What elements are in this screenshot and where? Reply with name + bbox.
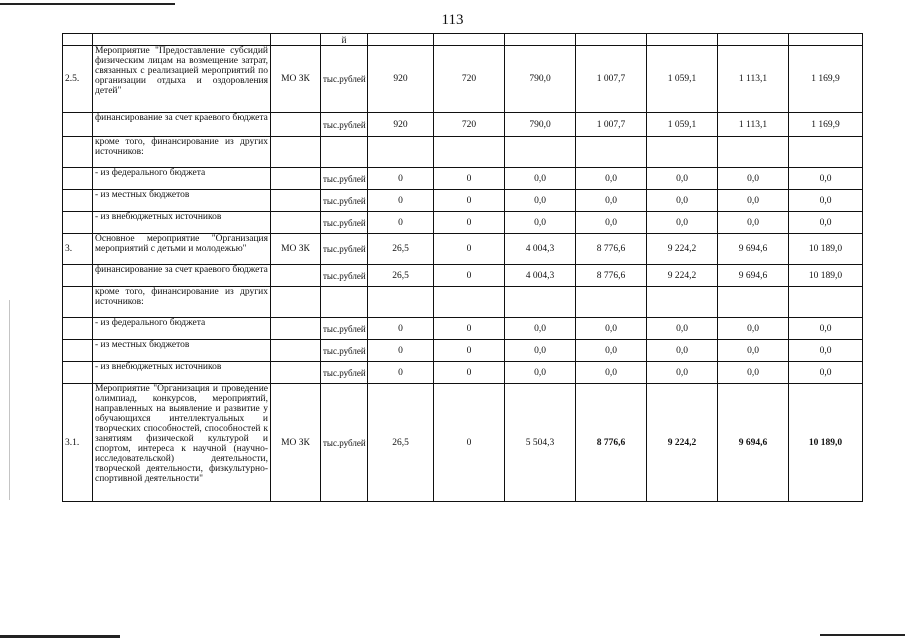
row-value: 0,0: [789, 168, 863, 190]
row-unit: тыс.рублей: [321, 168, 368, 190]
row-executor: МО ЗК: [271, 234, 321, 265]
table-row: [63, 234, 863, 265]
row-value: 1 059,1: [647, 113, 718, 137]
row-name: - из федерального бюджета: [93, 168, 271, 190]
row-number: [63, 287, 93, 318]
row-value: 790,0: [505, 113, 576, 137]
row-value: 1 007,7: [576, 46, 647, 113]
row-value: 0,0: [505, 190, 576, 212]
row-number: [63, 318, 93, 340]
table-header-fragment-row: [63, 34, 863, 46]
row-value: 0: [434, 168, 505, 190]
row-executor: МО ЗК: [271, 384, 321, 502]
row-value: 0,0: [576, 362, 647, 384]
cell-value: [434, 34, 505, 46]
page-number: 113: [441, 12, 464, 28]
row-value: 9 694,6: [718, 234, 789, 265]
row-value: 8 776,6: [576, 384, 647, 502]
row-value: 9 694,6: [718, 384, 789, 502]
row-value: [789, 137, 863, 168]
scan-bottom-edge-line: [0, 635, 120, 638]
table-row: [63, 340, 863, 362]
row-value: 0,0: [576, 190, 647, 212]
row-value: 0,0: [647, 212, 718, 234]
row-name: финансирование за счет краевого бюджета: [93, 113, 271, 137]
budget-table: [62, 33, 863, 502]
row-value: 0,0: [789, 212, 863, 234]
row-value: [647, 137, 718, 168]
cell-name: [93, 34, 271, 46]
row-value: [647, 287, 718, 318]
scan-top-edge-line: [0, 3, 175, 5]
row-value: 0,0: [647, 168, 718, 190]
row-value: 0,0: [505, 318, 576, 340]
cell-value: [576, 34, 647, 46]
row-value: [718, 137, 789, 168]
row-value: 0,0: [789, 318, 863, 340]
row-value: 4 004,3: [505, 265, 576, 287]
row-value: 0: [368, 212, 434, 234]
row-executor: [271, 168, 321, 190]
row-value: 1 113,1: [718, 113, 789, 137]
row-unit: тыс.рублей: [321, 113, 368, 137]
row-value: 0,0: [718, 168, 789, 190]
row-value: 0: [368, 190, 434, 212]
row-value: [368, 137, 434, 168]
scan-bottom-edge-line-right: [820, 634, 905, 636]
row-executor: [271, 318, 321, 340]
row-executor: [271, 113, 321, 137]
cell-value: [368, 34, 434, 46]
row-name: Мероприятие "Организация и проведение олимпиад, конкурсов, мероприятий, направленных на выявление и развитие у обучающихся интеллектуальных и творческих способностей, способностей к занятиям физической культурой и спортом, интереса к научной (научно-исследовательской) деятельности, творческой деятельности, физкультурно-спортивной деятельности": [93, 384, 271, 502]
cell-executor: [271, 34, 321, 46]
row-value: 0,0: [505, 340, 576, 362]
row-value: 0,0: [505, 168, 576, 190]
cell-value: [505, 34, 576, 46]
table-row: [63, 265, 863, 287]
cell-value: [718, 34, 789, 46]
table-row: [63, 318, 863, 340]
row-value: [434, 287, 505, 318]
row-value: 8 776,6: [576, 265, 647, 287]
table-row: [63, 287, 863, 318]
row-executor: [271, 362, 321, 384]
row-name: - из местных бюджетов: [93, 190, 271, 212]
row-value: 0,0: [576, 318, 647, 340]
row-number: [63, 113, 93, 137]
row-value: 0,0: [718, 318, 789, 340]
row-value: 9 224,2: [647, 234, 718, 265]
row-value: 790,0: [505, 46, 576, 113]
row-number: [63, 340, 93, 362]
table-row: [63, 46, 863, 113]
row-value: [576, 287, 647, 318]
row-value: 0: [368, 318, 434, 340]
row-value: 0: [434, 384, 505, 502]
row-value: 10 189,0: [789, 234, 863, 265]
cell-value: [647, 34, 718, 46]
row-name: кроме того, финансирование из других источников:: [93, 287, 271, 318]
row-value: 0,0: [647, 190, 718, 212]
row-value: 720: [434, 113, 505, 137]
row-value: 9 224,2: [647, 265, 718, 287]
table-row: [63, 190, 863, 212]
row-value: 26,5: [368, 384, 434, 502]
row-value: 5 504,3: [505, 384, 576, 502]
row-value: [789, 287, 863, 318]
row-executor: МО ЗК: [271, 46, 321, 113]
row-value: 0,0: [576, 168, 647, 190]
row-name: - из внебюджетных источников: [93, 362, 271, 384]
row-number: 3.: [63, 234, 93, 265]
row-value: 8 776,6: [576, 234, 647, 265]
row-value: 0,0: [718, 212, 789, 234]
table-row: [63, 212, 863, 234]
row-unit: тыс.рублей: [321, 362, 368, 384]
row-value: 0,0: [718, 362, 789, 384]
row-unit: тыс.рублей: [321, 318, 368, 340]
row-value: [434, 137, 505, 168]
row-executor: [271, 190, 321, 212]
row-name: - из внебюджетных источников: [93, 212, 271, 234]
row-number: [63, 190, 93, 212]
row-value: 10 189,0: [789, 265, 863, 287]
table-row: [63, 137, 863, 168]
row-value: 0,0: [576, 340, 647, 362]
row-executor: [271, 265, 321, 287]
row-value: 0: [434, 318, 505, 340]
row-name: - из местных бюджетов: [93, 340, 271, 362]
row-name: Основное мероприятие "Организация мероприятий с детьми и молодежью": [93, 234, 271, 265]
row-number: [63, 168, 93, 190]
row-number: [63, 212, 93, 234]
table-row: [63, 113, 863, 137]
row-value: 0,0: [647, 340, 718, 362]
row-value: 0: [368, 340, 434, 362]
row-value: [718, 287, 789, 318]
row-value: 0,0: [718, 190, 789, 212]
row-value: 9 694,6: [718, 265, 789, 287]
row-value: 0,0: [718, 340, 789, 362]
row-value: 1 007,7: [576, 113, 647, 137]
row-value: 0,0: [505, 362, 576, 384]
row-value: 0: [368, 362, 434, 384]
row-value: 26,5: [368, 265, 434, 287]
table-row: [63, 362, 863, 384]
scan-left-margin-mark: [9, 300, 10, 500]
row-value: [505, 287, 576, 318]
row-value: 920: [368, 46, 434, 113]
cell-num: [63, 34, 93, 46]
row-value: 10 189,0: [789, 384, 863, 502]
row-name: - из федерального бюджета: [93, 318, 271, 340]
cell-unit: й: [321, 34, 368, 46]
row-executor: [271, 340, 321, 362]
row-value: 0,0: [647, 318, 718, 340]
row-value: 0,0: [789, 340, 863, 362]
row-unit: [321, 287, 368, 318]
row-value: 0: [434, 190, 505, 212]
row-value: 9 224,2: [647, 384, 718, 502]
row-value: 1 059,1: [647, 46, 718, 113]
row-unit: тыс.рублей: [321, 46, 368, 113]
row-value: 0,0: [647, 362, 718, 384]
row-value: 0,0: [789, 190, 863, 212]
row-value: 920: [368, 113, 434, 137]
row-value: 0: [434, 212, 505, 234]
row-value: 0: [434, 265, 505, 287]
row-value: 1 169,9: [789, 46, 863, 113]
row-unit: тыс.рублей: [321, 234, 368, 265]
row-number: 3.1.: [63, 384, 93, 502]
row-value: 0,0: [789, 362, 863, 384]
row-unit: тыс.рублей: [321, 212, 368, 234]
row-value: 0: [434, 234, 505, 265]
row-name: финансирование за счет краевого бюджета: [93, 265, 271, 287]
row-value: [576, 137, 647, 168]
row-unit: тыс.рублей: [321, 265, 368, 287]
row-executor: [271, 137, 321, 168]
row-unit: тыс.рублей: [321, 190, 368, 212]
row-value: 0: [434, 362, 505, 384]
table-row: [63, 384, 863, 502]
row-value: 0,0: [505, 212, 576, 234]
row-executor: [271, 212, 321, 234]
row-number: [63, 137, 93, 168]
row-value: 1 113,1: [718, 46, 789, 113]
row-value: 1 169,9: [789, 113, 863, 137]
row-unit: тыс.рублей: [321, 384, 368, 502]
row-value: [505, 137, 576, 168]
row-value: 26,5: [368, 234, 434, 265]
row-name: кроме того, финансирование из других источников:: [93, 137, 271, 168]
row-value: 0: [368, 168, 434, 190]
table-row: [63, 168, 863, 190]
row-value: 0: [434, 340, 505, 362]
row-number: [63, 265, 93, 287]
row-unit: [321, 137, 368, 168]
row-number: [63, 362, 93, 384]
row-value: 720: [434, 46, 505, 113]
row-unit: тыс.рублей: [321, 340, 368, 362]
row-value: 4 004,3: [505, 234, 576, 265]
row-executor: [271, 287, 321, 318]
row-value: [368, 287, 434, 318]
row-number: 2.5.: [63, 46, 93, 113]
row-name: Мероприятие "Предоставление субсидий физическим лицам на возмещение затрат, связанных с реализацией мероприятий по организации отдыха и оздоровления детей": [93, 46, 271, 113]
row-value: 0,0: [576, 212, 647, 234]
cell-value: [789, 34, 863, 46]
